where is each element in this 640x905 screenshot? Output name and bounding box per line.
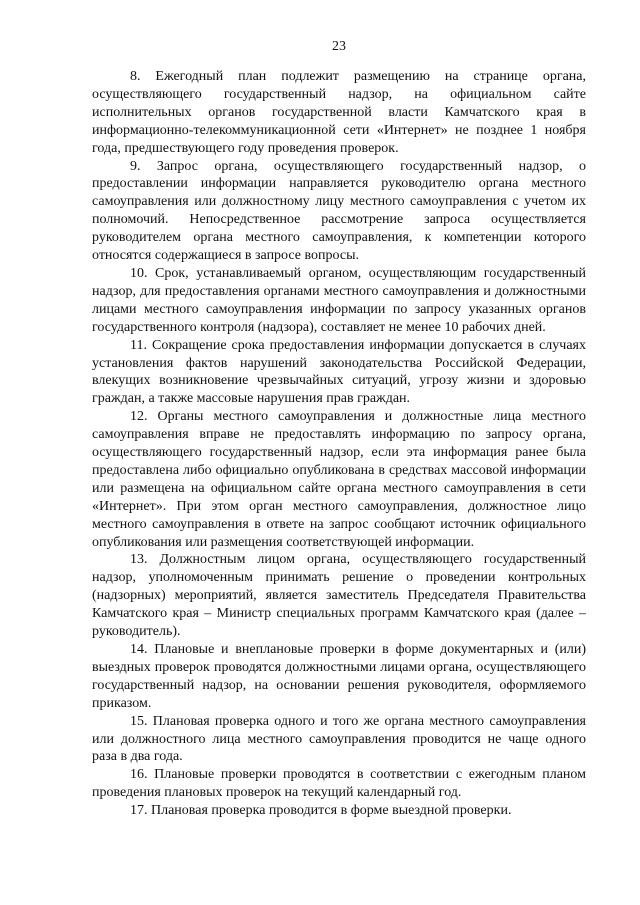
paragraph-14: 14. Плановые и внеплановые проверки в форме документарных и (или) выездных проверок проводятся должностными лицами органа, осуществляющего государственный надзор, на основании решения руководителя, оформляемого приказом. xyxy=(92,642,586,711)
paragraph-16: 16. Плановые проверки проводятся в соответствии с ежегодным планом проведения плановых проверок на текущий календарный год. xyxy=(92,767,586,801)
paragraph-13: 13. Должностным лицом органа, осуществляющего государственный надзор, уполномоченным принимать решение о проведении контрольных (надзорных) мероприятий, является заместитель Председателя Правительства Камчатского края – Министр специальных программ Камчатского края (далее – руководитель). xyxy=(92,552,586,640)
paragraph-17: 17. Плановая проверка проводится в форме выездной проверки. xyxy=(130,803,512,819)
paragraph-9: 9. Запрос органа, осуществляющего государственный надзор, о предоставлении информации направляется руководителю органа местного самоуправления или должностному лицу местного самоуправления с учетом их полномочий. Непосредственное рассмотрение запроса осуществляется руководителем органа местного самоуправления, к компетенции которого относятся содержащиеся в запросе вопросы. xyxy=(92,158,586,264)
paragraph-8: 8. Ежегодный план подлежит размещению на странице органа, осуществляющего государственный надзор, на официальном сайте исполнительных органов государственной власти Камчатского края в информационно-телекоммуникационной сети «Интернет» не позднее 1 ноября года, предшествующего году проведения проверок. xyxy=(92,69,586,156)
paragraph-10: 10. Срок, устанавливаемый органом, осуществляющим государственный надзор, для предоставления органами местного самоуправления и должностными лицами местного самоуправления информации по запросу указанных органов государственного контроля (надзора), составляет не менее 10 рабочих дней. xyxy=(92,265,586,335)
paragraph-15: 15. Плановая проверка одного и того же органа местного самоуправления или должностного лица местного самоуправления проводится не чаще одного раза в два года. xyxy=(92,713,586,765)
page-number: 23 xyxy=(332,39,346,54)
paragraph-11: 11. Сокращение срока предоставления информации допускается в случаях установления фактов нарушений законодательства Российской Федерации, влекущих возникновение чрезвычайных ситуаций, угрозу жизни и здоровью граждан, а также массовые нарушения прав граждан. xyxy=(92,337,586,407)
paragraph-12: 12. Органы местного самоуправления и должностные лица местного самоуправления вправе не предоставлять информацию по запросу органа, осуществляющего государственный надзор, если эта информация ранее была предоставлена либо официально опубликована в средствах массовой информации или размещена на официальном сайте органа местного самоуправления в сети «Интернет». При этом орган местного самоуправления, должностное лицо местного самоуправления в ответе на запрос сообщают источник официального опубликования или размещения соответствующей информации. xyxy=(92,409,586,550)
